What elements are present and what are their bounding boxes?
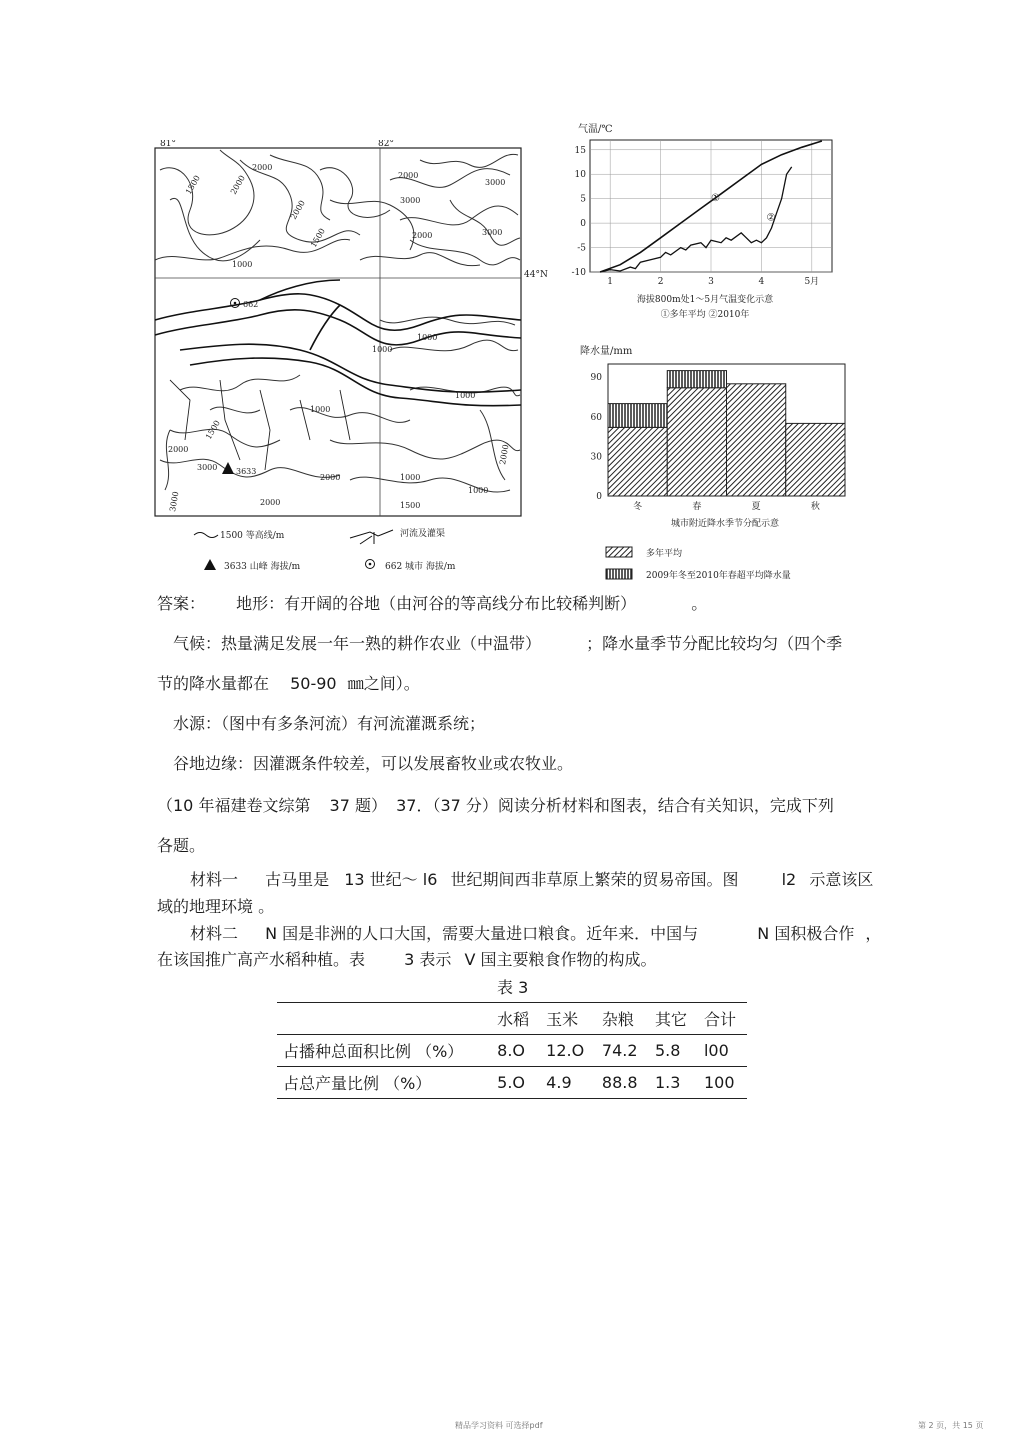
crop-table bbox=[277, 1002, 747, 1099]
line-chart-xtick: 3 bbox=[708, 277, 714, 287]
line-chart-ylabel: 气温/℃ bbox=[578, 124, 613, 135]
bar-chart-ytick: 30 bbox=[590, 452, 602, 463]
contour-label: 1500 bbox=[308, 226, 327, 249]
bar-chart-legend bbox=[606, 547, 791, 581]
contour-label: 3000 bbox=[400, 196, 421, 205]
contour-label: 1000 bbox=[417, 333, 438, 342]
answer-climate-cont: 节的降水量都在 50-90 ㎜之间）。 bbox=[157, 674, 420, 693]
question-intro: （10 年福建卷文综第 37 题） 37．（37 分）阅读分析材料和图表，结合有关知识，完成下列 bbox=[157, 796, 834, 815]
bar-chart-xtick: 夏 bbox=[751, 502, 761, 512]
contour-label: 2000 bbox=[168, 445, 189, 454]
table-row bbox=[277, 1067, 747, 1099]
table-cell: 12.O bbox=[546, 1041, 585, 1060]
contour-label: 2000 bbox=[498, 443, 511, 466]
temperature-line-chart bbox=[570, 120, 840, 330]
bar-chart-ylabel: 降水量/mm bbox=[580, 346, 633, 357]
rivers bbox=[155, 280, 521, 406]
bar-chart-caption: 城市附近降水季节分配示意 bbox=[670, 519, 780, 529]
material-one: 材料一 古马里是 13 世纪～ l6 世纪期间西非草原上繁荣的贸易帝国。图 l2 示意该区 bbox=[190, 870, 874, 889]
contour-label: 2000 bbox=[288, 198, 307, 221]
peak-elevation: 3633 bbox=[236, 467, 257, 476]
table-header-cell bbox=[277, 1003, 491, 1035]
material-two: 材料二 N 国是非洲的人口大国，需要大量进口粮食。近年来．中国与 N 国积极合作 ， bbox=[190, 924, 882, 943]
legend-excess: 2009年冬至2010年春超平均降水量 bbox=[646, 571, 791, 581]
contour-label: 2000 bbox=[260, 498, 281, 507]
bar-chart-ytick: 90 bbox=[590, 373, 602, 384]
contour-label: 2000 bbox=[412, 231, 433, 240]
material-two-cont: 在该国推广高产水稻种植。表 3 表示 V 国主要粮食作物的构成。 bbox=[157, 950, 657, 969]
table-cell: l00 bbox=[703, 1041, 729, 1060]
contour-label: 3000 bbox=[168, 490, 181, 513]
footer-center: 精品学习资料 可选择pdf bbox=[455, 1421, 543, 1430]
bar-excess-春 bbox=[667, 371, 726, 388]
bar-chart-ytick: 60 bbox=[590, 412, 602, 423]
line-chart-xtick: 4 bbox=[758, 277, 765, 287]
line-chart-xtick: 2 bbox=[657, 277, 664, 287]
table-cell: 74.2 bbox=[601, 1041, 638, 1060]
contour-label: 2000 bbox=[252, 163, 273, 172]
contour-label: 3000 bbox=[485, 178, 506, 187]
bar-average-秋 bbox=[786, 423, 845, 496]
table-cell: 5.O bbox=[497, 1073, 526, 1092]
series-label-1: ① bbox=[711, 193, 720, 205]
answer-water: 水源：（图中有多条河流）有河流灌溉系统； bbox=[173, 714, 486, 733]
table-cell: 占总产量比例 （%） bbox=[283, 1074, 432, 1093]
table-header-cell: 杂粮 bbox=[601, 1010, 634, 1029]
table-cell: 100 bbox=[703, 1073, 735, 1092]
table-cell: 88.8 bbox=[601, 1073, 638, 1092]
table-header-row bbox=[277, 1003, 747, 1035]
contour-label: 1000 bbox=[372, 345, 393, 354]
answer-terrain-text: 地形：有开阔的谷地（由河谷的等高线分布比较稀判断） bbox=[236, 594, 637, 613]
line-chart-ytick: 10 bbox=[574, 170, 586, 181]
lat-label-44: 44°N bbox=[524, 270, 548, 280]
contour-label: 1500 bbox=[203, 418, 222, 441]
question-intro-cont: 各题。 bbox=[157, 836, 206, 855]
bar-chart-xtick: 春 bbox=[692, 502, 702, 512]
legend-contour: 1500 等高线/m bbox=[220, 531, 285, 541]
line-chart-ytick: 0 bbox=[580, 219, 586, 230]
bar-average-冬 bbox=[608, 427, 667, 496]
contour-label: 2000 bbox=[398, 171, 419, 180]
line-chart-xtick: 5月 bbox=[804, 277, 820, 287]
legend-peak-icon bbox=[204, 559, 216, 570]
contour-label: 3000 bbox=[197, 463, 218, 472]
bar-chart-xtick: 秋 bbox=[810, 502, 820, 512]
contour-label: 2000 bbox=[228, 173, 247, 196]
table-cell: 8.O bbox=[497, 1041, 526, 1060]
table-header-cell: 合计 bbox=[703, 1010, 736, 1029]
precipitation-bar-chart bbox=[570, 340, 860, 590]
material-one-cont: 域的地理环境 。 bbox=[157, 897, 275, 916]
table-cell: 4.9 bbox=[546, 1073, 572, 1092]
contour-label: 1500 bbox=[400, 501, 421, 510]
answer-label: 答案： bbox=[157, 594, 206, 613]
lon-label-81: 81° bbox=[160, 140, 176, 149]
irrigation-channels bbox=[170, 380, 350, 470]
footer-page-number: 第 2 页，共 15 页 bbox=[918, 1421, 984, 1430]
series-label-2: ② bbox=[766, 212, 776, 224]
table-cell: 5.8 bbox=[654, 1041, 681, 1060]
line-chart-ytick: 5 bbox=[580, 194, 586, 205]
line-chart-caption: 海拔800m处1～5月气温变化示意 bbox=[636, 295, 774, 305]
legend-river: 河流及灌渠 bbox=[400, 529, 446, 539]
legend-city: 662 城市 海拔/m bbox=[385, 562, 456, 572]
line-chart-xtick: 1 bbox=[607, 277, 614, 287]
contour-label: 1000 bbox=[232, 260, 253, 269]
city-elevation: 662 bbox=[243, 300, 259, 309]
lon-label-82: 82° bbox=[378, 140, 394, 149]
line-chart-ytick: 15 bbox=[574, 145, 586, 156]
table-header-cell: 水稻 bbox=[497, 1010, 530, 1029]
table-header-cell: 玉米 bbox=[546, 1010, 579, 1029]
contour-label: 1000 bbox=[310, 405, 331, 414]
legend-average: 多年平均 bbox=[646, 549, 683, 559]
line-chart-ytick: -10 bbox=[571, 268, 586, 278]
answer-climate: 气候：热量满足发展一年一熟的耕作农业（中温带） ；降水量季节分配比较均匀（四个季 bbox=[173, 634, 843, 653]
contour-label: 1000 bbox=[455, 391, 476, 400]
topographic-map bbox=[150, 140, 560, 580]
map-legend bbox=[194, 527, 456, 572]
legend-swatch-average bbox=[606, 547, 632, 557]
table-header-cell: 其它 bbox=[654, 1010, 687, 1029]
legend-peak: 3633 山峰 海拔/m bbox=[224, 562, 301, 572]
contour-label: 1000 bbox=[468, 486, 489, 495]
contour-label: 1500 bbox=[183, 173, 202, 196]
legend-swatch-excess bbox=[606, 569, 632, 579]
table-title: 表 3 bbox=[497, 978, 529, 997]
line-chart-caption2: ①多年平均 ②2010年 bbox=[660, 310, 750, 320]
contour-label: 2000 bbox=[320, 473, 341, 482]
bar-chart-xtick: 冬 bbox=[633, 502, 643, 512]
answer-terrain: 答案： 地形：有开阔的谷地（由河谷的等高线分布比较稀判断） 。 bbox=[157, 594, 708, 613]
table-cell: 1.3 bbox=[654, 1073, 681, 1092]
bar-average-夏 bbox=[727, 384, 786, 496]
line-chart-series-2 bbox=[600, 167, 792, 272]
bar-chart-ytick: 0 bbox=[596, 492, 602, 502]
bar-average-春 bbox=[667, 388, 726, 496]
contour-label: 3000 bbox=[482, 228, 503, 237]
answer-valley-edge: 谷地边缘：因灌溉条件较差，可以发展畜牧业或农牧业。 bbox=[173, 754, 574, 773]
bar-excess-冬 bbox=[608, 404, 667, 428]
contour-label: 1000 bbox=[400, 473, 421, 482]
table-cell: 占播种总面积比例 （%） bbox=[283, 1042, 464, 1061]
table-row bbox=[277, 1035, 747, 1067]
line-chart-ytick: -5 bbox=[577, 243, 586, 254]
